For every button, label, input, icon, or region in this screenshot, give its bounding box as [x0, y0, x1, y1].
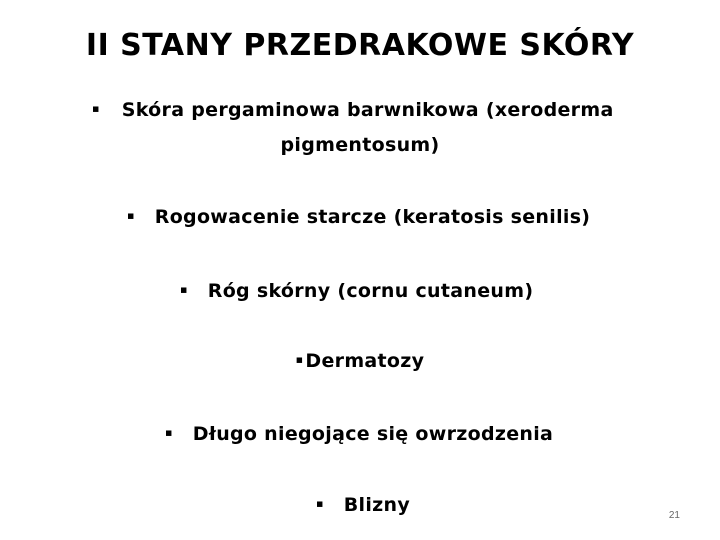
- list-item-label: Skóra pergaminowa barwnikowa (xeroderma: [121, 99, 614, 121]
- bullet-icon: ▪: [92, 102, 100, 115]
- list-item-keratosis: [127, 206, 590, 228]
- bullet-icon: ▪: [180, 283, 188, 296]
- list-item-xeroderma: [92, 99, 614, 121]
- list-item-blizny: [316, 494, 410, 516]
- list-item-continuation: pigmentosum): [280, 134, 440, 156]
- list-item-label: Róg skórny (cornu cutaneum): [207, 280, 534, 302]
- slide-title: II STANY PRZEDRAKOWE SKÓRY: [85, 28, 635, 63]
- page-number: 21: [668, 510, 680, 521]
- list-item-owrzodzenia: [165, 423, 553, 445]
- list-item-cornu: [180, 280, 533, 302]
- bullet-icon: ▪: [127, 209, 135, 222]
- bullet-icon: ▪: [316, 497, 324, 510]
- list-item-dermatozy: [0, 350, 720, 372]
- bullet-icon: ▪: [295, 353, 304, 366]
- list-item-label: Długo niegojące się owrzodzenia: [192, 423, 554, 445]
- bullet-icon: ▪: [165, 426, 173, 439]
- list-item-label: Rogowacenie starcze (keratosis senilis): [154, 206, 591, 228]
- list-item-label: Blizny: [343, 494, 411, 516]
- list-item-label: Dermatozy: [305, 350, 425, 372]
